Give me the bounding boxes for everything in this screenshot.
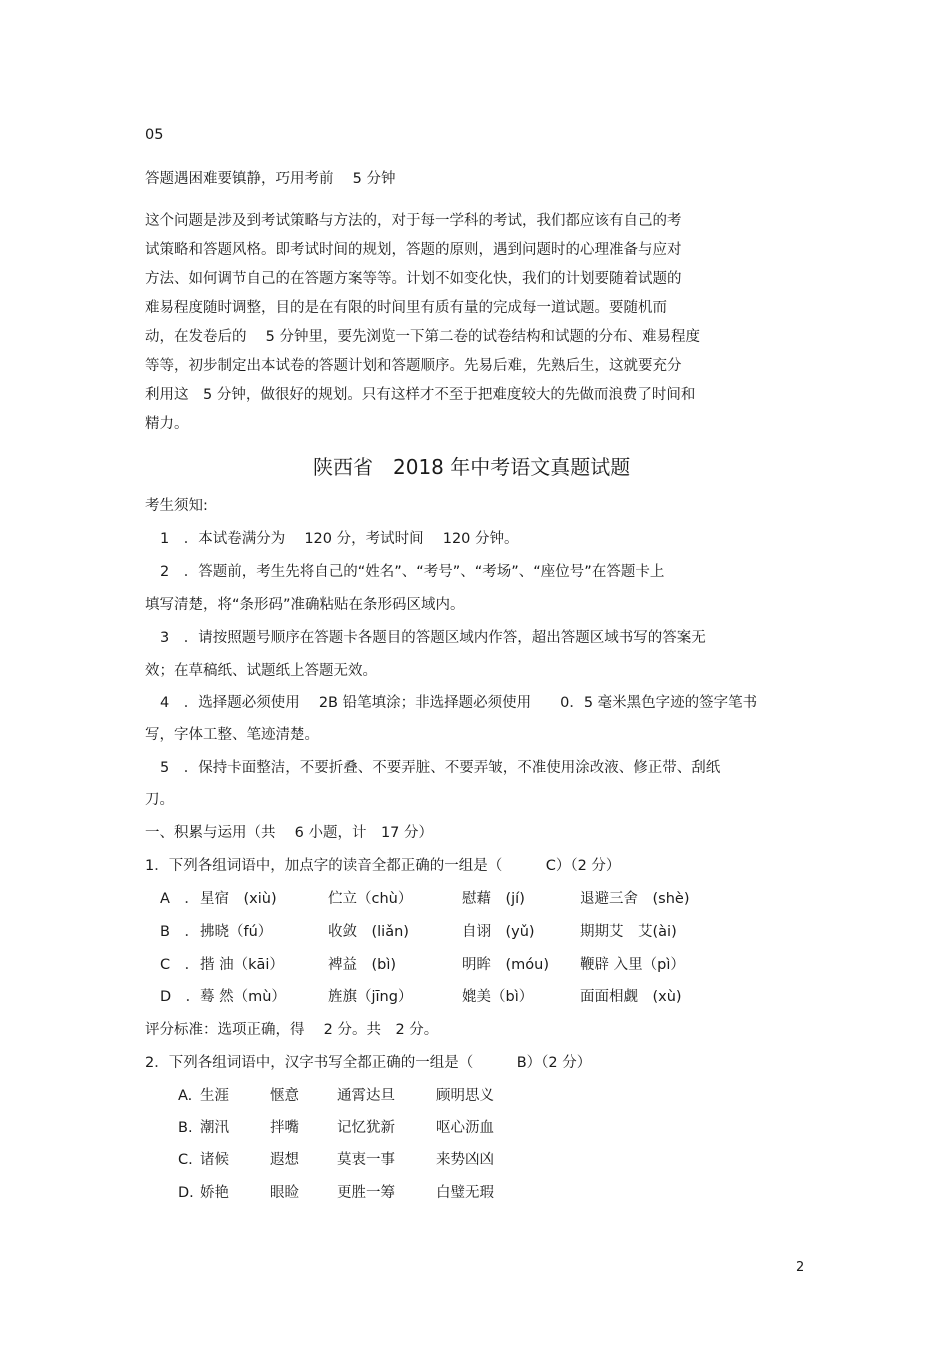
notice-line: 3 ．请按照题号顺序在答题卡各题目的答题区域内作答，超出答题区域书写的答案无 [160, 630, 706, 646]
option-word: 娇艳 [200, 1185, 229, 1201]
notice-line: 1 ．本试卷满分为 120 分，考试时间 120 分钟。 [160, 531, 519, 547]
option-word: 诸候 [200, 1152, 229, 1168]
option-label: A ． [160, 891, 199, 907]
notice-line: 写，字体工整、笔迹清楚。 [145, 727, 319, 743]
option-word: 更胜一筹 [337, 1185, 395, 1201]
tip-line: 精力。 [145, 416, 189, 432]
option-label: A. [178, 1088, 193, 1104]
tip-line: 难易程度随时调整，目的是在有限的时间里有质有量的完成每一道试题。要随机而 [145, 300, 667, 316]
option-word: 来势凶凶 [436, 1152, 494, 1168]
scoring-criteria: 评分标准：选项正确，得 2 分。共 2 分。 [145, 1022, 439, 1038]
option-word: 期期艾 艾(ài) [580, 924, 677, 940]
tip-line: 等等，初步制定出本试卷的答题计划和答题顺序。先易后难，先熟后生，这就要充分 [145, 358, 682, 374]
notice-line: 4 ．选择题必须使用 2B 铅笔填涂；非选择题必须使用 0．5 毫米黑色字迹的签字笔书 [160, 695, 758, 711]
option-word: 退避三舍 (shè) [580, 891, 690, 907]
notice-line: 2 ．答题前，考生先将自己的“姓名”、“考号”、“考场”、“座位号”在答题卡上 [160, 564, 665, 580]
option-word: 拂晓（fú） [200, 924, 273, 940]
question-2-stem: 2．下列各组词语中，汉字书写全都正确的一组是（ B）（2 分） [145, 1055, 592, 1071]
notice-line: 5 ．保持卡面整洁，不要折叠、不要弄脏、不要弄皱，不准使用涂改液、修正带、刮纸 [160, 760, 721, 776]
option-word: 裨益 (bì) [328, 957, 397, 973]
tip-line: 这个问题是涉及到考试策略与方法的，对于每一学科的考试，我们都应该有自己的考 [145, 213, 682, 229]
option-label: D. [178, 1185, 194, 1201]
section-heading: 一、积累与运用（共 6 小题，计 17 分） [145, 825, 434, 841]
option-word: 揩 油（kāi） [200, 957, 284, 973]
option-word: 眼睑 [270, 1185, 299, 1201]
notice-line: 效；在草稿纸、试题纸上答题无效。 [145, 663, 377, 679]
option-word: 生涯 [200, 1088, 229, 1104]
option-word: 潮汛 [200, 1120, 229, 1136]
option-word: 自诩 (yǔ) [462, 924, 535, 940]
option-word: 拌嘴 [270, 1120, 299, 1136]
option-word: 面面相觑 (xù) [580, 989, 682, 1005]
option-word: 收敛 (liǎn) [328, 924, 409, 940]
option-label: B. [178, 1120, 193, 1136]
tip-heading: 答题遇困难要镇静，巧用考前 5 分钟 [145, 171, 396, 187]
tip-line: 动，在发卷后的 5 分钟里，要先浏览一下第二卷的试卷结构和试题的分布、难易程度 [145, 329, 700, 345]
option-word: 遐想 [270, 1152, 299, 1168]
option-word: 慰藉 (jí) [462, 891, 525, 907]
option-word: 顾明思义 [436, 1088, 494, 1104]
notice-heading: 考生须知: [145, 498, 208, 514]
notice-line: 刀。 [145, 792, 174, 808]
option-word: 惬意 [270, 1088, 299, 1104]
exam-title: 陕西省 2018 年中考语文真题试题 [313, 455, 631, 479]
option-word: 莫衷一事 [337, 1152, 395, 1168]
notice-line: 填写清楚，将“条形码”准确粘贴在条形码区域内。 [145, 597, 465, 613]
tip-line: 利用这 5 分钟，做很好的规划。只有这样才不至于把难度较大的先做而浪费了时间和 [145, 387, 696, 403]
tip-line: 方法、如何调节自己的在答题方案等等。计划不如变化快，我们的计划要随着试题的 [145, 271, 682, 287]
option-label: B ． [160, 924, 199, 940]
option-word: 伫立（chù） [328, 891, 413, 907]
option-word: 鞭辟 入里（pì） [580, 957, 685, 973]
option-word: 通霄达旦 [337, 1088, 395, 1104]
tip-line: 试策略和答题风格。即考试时间的规划，答题的原则，遇到问题时的心理准备与应对 [145, 242, 682, 258]
option-word: 记忆犹新 [337, 1120, 395, 1136]
option-label: D ． [160, 989, 201, 1005]
option-label: C. [178, 1152, 193, 1168]
option-word: 星宿 (xiù) [200, 891, 277, 907]
section-number: 05 [145, 127, 164, 143]
option-word: 呕心沥血 [436, 1120, 494, 1136]
page-number: 2 [796, 1260, 805, 1275]
option-word: 蓦 然（mù） [200, 989, 286, 1005]
option-word: 明眸 (móu) [462, 957, 549, 973]
option-label: C ． [160, 957, 200, 973]
question-1-stem: 1．下列各组词语中，加点字的读音全都正确的一组是（ C）（2 分） [145, 858, 621, 874]
option-word: 旌旗（jīng） [328, 989, 413, 1005]
option-word: 白璧无瑕 [436, 1185, 494, 1201]
option-word: 媲美（bì） [462, 989, 534, 1005]
